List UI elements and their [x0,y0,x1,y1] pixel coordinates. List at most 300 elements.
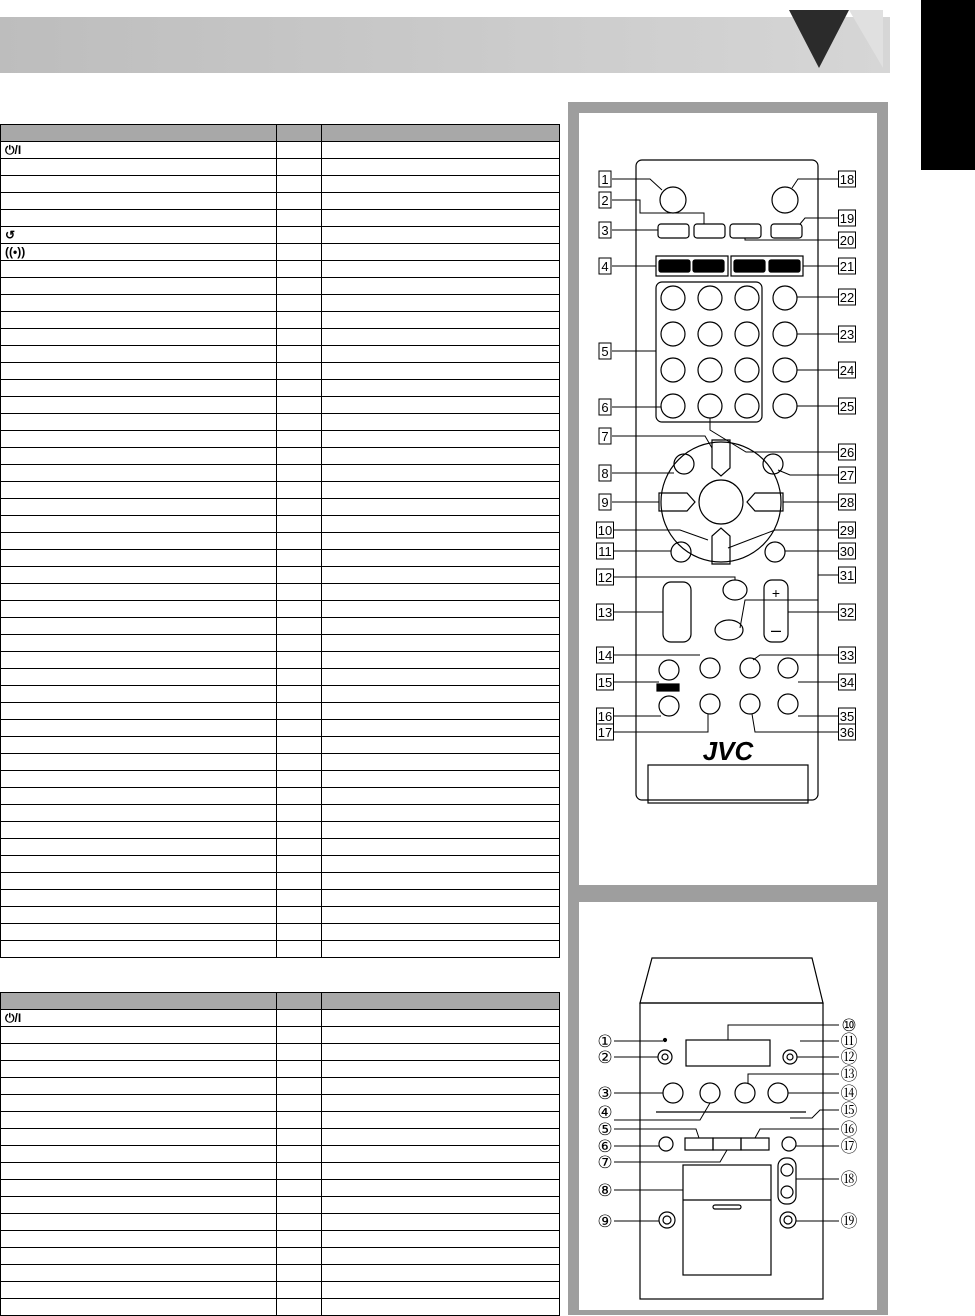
page-number-cell [277,261,322,278]
description-cell [322,754,560,771]
part-symbol: ((•)) [5,245,26,259]
svg-text:23: 23 [839,327,855,342]
page-number-cell [277,278,322,295]
part-name-cell [1,176,277,193]
page-number-cell [277,1180,322,1197]
part-symbol: ⏻/I [5,143,22,157]
part-name-cell [1,295,277,312]
part-name-cell [1,210,277,227]
part-name-cell [1,907,277,924]
part-name-cell [1,873,277,890]
callout-circled: ⑦ [597,1153,613,1172]
description-cell [322,1078,560,1095]
description-cell [322,1282,560,1299]
table-row [1,1231,560,1248]
table-row [1,822,560,839]
svg-text:3: 3 [601,223,609,238]
description-cell [322,1248,560,1265]
part-name-cell [1,1010,277,1027]
callout-1 [599,171,611,187]
table-row [1,380,560,397]
page-number-cell [277,1027,322,1044]
callout-circled: ⑥ [597,1137,613,1156]
page-number-cell [277,193,322,210]
table-row [1,1129,560,1146]
unit-top [640,958,823,1003]
table-row [1,788,560,805]
description-cell [322,652,560,669]
callout-27 [839,467,856,483]
table-row [1,1010,560,1027]
table-row [1,805,560,822]
description-cell [322,448,560,465]
page-number-cell [277,822,322,839]
table-row [1,1282,560,1299]
table-row [1,193,560,210]
power-button [660,187,686,213]
svg-text:31: 31 [839,568,855,583]
table-row [1,278,560,295]
page-number-cell [277,448,322,465]
callout-3 [599,222,611,238]
description-cell [322,601,560,618]
table-row [1,737,560,754]
page-number-cell [277,516,322,533]
table-row [1,601,560,618]
page-number-cell [277,567,322,584]
svg-text:36: 36 [839,725,855,740]
callout-31 [839,567,856,583]
description-cell [322,1265,560,1282]
part-name-cell [1,244,277,261]
callout-7 [599,428,611,444]
table-row [1,669,560,686]
callout-9 [599,494,611,510]
part-name-cell [1,1197,277,1214]
table-row [1,1180,560,1197]
svg-text:24: 24 [839,363,855,378]
page-number-cell [277,720,322,737]
page-number-cell [277,737,322,754]
page-number-cell [277,924,322,941]
page-number-cell [277,363,322,380]
description-cell [322,380,560,397]
table-row [1,1265,560,1282]
part-name-cell [1,363,277,380]
svg-text:10: 10 [597,523,613,538]
callout-circled: ⑯ [840,1120,858,1139]
table-row [1,210,560,227]
callout-18 [839,171,856,187]
description-cell [322,1095,560,1112]
description-cell [322,788,560,805]
callout-33 [839,647,856,663]
table-row [1,329,560,346]
description-cell [322,1299,560,1316]
table-row [1,397,560,414]
description-cell [322,822,560,839]
description-cell [322,1146,560,1163]
page-number-cell [277,176,322,193]
description-cell [322,312,560,329]
part-name-cell [1,448,277,465]
callout-6 [599,399,611,415]
page-number-cell [277,465,322,482]
table-row [1,448,560,465]
page-number-cell [277,1129,322,1146]
part-name-cell [1,941,277,958]
table-row [1,652,560,669]
description-cell [322,193,560,210]
callout-23 [839,326,856,342]
remote-control-diagram [579,113,877,885]
callout-35 [839,708,856,724]
description-cell [322,1129,560,1146]
table-row [1,244,560,261]
page-number-cell [277,295,322,312]
svg-text:35: 35 [839,709,855,724]
callout-8 [599,465,611,481]
callout-15 [597,674,614,690]
callout-circled: ① [597,1032,613,1051]
volume-plus-label: + [771,585,781,601]
callout-circled: ⑬ [840,1065,858,1084]
part-name-cell [1,924,277,941]
table-row [1,584,560,601]
svg-text:28: 28 [839,495,855,510]
callout-25 [839,398,856,414]
page-number-cell [277,907,322,924]
description-cell [322,431,560,448]
page-number-cell [277,873,322,890]
part-name-cell [1,890,277,907]
page-number-cell [277,771,322,788]
table-row [1,1248,560,1265]
callout-34 [839,674,856,690]
part-name-cell [1,805,277,822]
description-cell [322,890,560,907]
table-row [1,1146,560,1163]
page-number-cell [277,1214,322,1231]
svg-text:18: 18 [839,172,855,187]
description-cell [322,567,560,584]
table-row [1,856,560,873]
table-row [1,941,560,958]
part-name-cell [1,431,277,448]
table-row [1,465,560,482]
part-name-cell [1,278,277,295]
svg-text:13: 13 [597,605,613,620]
part-name-cell [1,567,277,584]
part-name-cell [1,329,277,346]
description-cell [322,1197,560,1214]
part-name-cell [1,754,277,771]
section-header-bar [0,17,890,73]
description-cell [322,278,560,295]
description-cell [322,295,560,312]
description-cell [322,363,560,380]
table-row [1,839,560,856]
description-cell [322,1027,560,1044]
svg-text:26: 26 [839,445,855,460]
description-cell [322,346,560,363]
description-cell [322,1180,560,1197]
description-cell [322,1010,560,1027]
number-pad [661,286,759,418]
page-number-cell [277,754,322,771]
table-row [1,618,560,635]
description-cell [322,1231,560,1248]
page-number-cell [277,1197,322,1214]
description-cell [322,618,560,635]
page-number-cell [277,1231,322,1248]
table-row [1,1112,560,1129]
part-name-cell [1,550,277,567]
table-row [1,1078,560,1095]
table-row [1,720,560,737]
table-row [1,295,560,312]
page-number-cell [277,397,322,414]
description-cell [322,1044,560,1061]
page-number-cell [277,669,322,686]
page-number-cell [277,482,322,499]
part-name-cell [1,1112,277,1129]
part-name-cell [1,601,277,618]
page-number-cell [277,839,322,856]
description-cell [322,635,560,652]
page-number-cell [277,499,322,516]
svg-text:30: 30 [839,544,855,559]
svg-text:2: 2 [601,193,609,208]
callout-circled: ② [597,1048,613,1067]
description-cell [322,482,560,499]
part-name-cell [1,482,277,499]
svg-text:8: 8 [601,466,609,481]
page-number-cell [277,1078,322,1095]
remote-tail [648,765,808,803]
description-cell [322,465,560,482]
description-cell [322,839,560,856]
description-cell [322,516,560,533]
part-name-cell [1,1078,277,1095]
page-number-cell [277,1112,322,1129]
page-number-cell [277,1282,322,1299]
page-number-cell [277,1095,322,1112]
part-name-cell [1,822,277,839]
description-cell [322,142,560,159]
page-number-cell [277,1248,322,1265]
page-number-cell [277,652,322,669]
jvc-logo: JVC [702,736,754,766]
table-row [1,924,560,941]
callout-circled: ⑲ [840,1212,858,1231]
callout-26 [839,444,856,460]
part-name-cell [1,720,277,737]
callout-circled: ⑧ [597,1181,613,1200]
callout-29 [839,522,856,538]
table-row [1,499,560,516]
part-name-cell [1,1061,277,1078]
part-name-cell [1,414,277,431]
callout-circled: ⑰ [840,1137,858,1156]
continue-arrow-icon [787,8,885,76]
part-name-cell [1,839,277,856]
page-number-cell [277,805,322,822]
svg-text:34: 34 [839,675,855,690]
callout-11 [597,543,614,559]
page-number-cell [277,941,322,958]
svg-text:11: 11 [598,544,612,559]
svg-text:21: 21 [839,259,855,274]
page-number-cell [277,346,322,363]
svg-text:6: 6 [601,400,609,415]
svg-text:7: 7 [601,429,609,444]
svg-text:22: 22 [839,290,855,305]
part-name-cell [1,669,277,686]
description-cell [322,159,560,176]
part-name-cell [1,1299,277,1316]
part-name-cell [1,193,277,210]
svg-text:5: 5 [601,344,609,359]
disc-tray [683,1165,771,1275]
part-name-cell [1,1231,277,1248]
part-name-cell [1,1180,277,1197]
table-row [1,159,560,176]
description-cell [322,1214,560,1231]
description-cell [322,873,560,890]
svg-text:1: 1 [601,172,609,187]
part-symbol: ⏻/I [5,1011,22,1025]
table-row [1,363,560,380]
part-name-cell [1,533,277,550]
table-row [1,1197,560,1214]
language-tab [921,0,975,170]
part-name-cell [1,261,277,278]
table-row [1,754,560,771]
callout-36 [839,724,856,740]
unit-parts-table [0,992,560,1316]
callout-circled: ⑤ [597,1120,613,1139]
callout-2 [599,192,611,208]
part-name-cell [1,1146,277,1163]
callout-circled: ⑱ [840,1170,858,1189]
description-cell [322,771,560,788]
part-name-cell [1,397,277,414]
page-number-cell [277,601,322,618]
callout-5 [599,343,611,359]
page-number-cell [277,431,322,448]
description-cell [322,1112,560,1129]
part-name-cell [1,1027,277,1044]
page-number-cell [277,414,322,431]
part-name-cell [1,312,277,329]
table-row [1,516,560,533]
part-name-cell [1,618,277,635]
svg-text:19: 19 [839,211,855,226]
description-cell [322,924,560,941]
callout-circled: ⑭ [840,1084,858,1103]
part-name-cell [1,788,277,805]
callout-24 [839,362,856,378]
description-cell [322,1061,560,1078]
callout-17 [597,724,614,740]
description-cell [322,414,560,431]
page-number-cell [277,890,322,907]
table-row [1,227,560,244]
callout-16 [597,708,614,724]
callout-circled: ⑩ [841,1016,857,1035]
callout-10 [597,522,614,538]
callout-circled: ⑫ [840,1048,858,1067]
description-cell [322,227,560,244]
page-number-cell [277,533,322,550]
part-name-cell [1,737,277,754]
table-row [1,907,560,924]
table-row [1,1027,560,1044]
callout-22 [839,289,856,305]
table-row [1,1095,560,1112]
svg-text:4: 4 [601,259,609,274]
table-row [1,703,560,720]
volume-minus-label: – [770,620,782,640]
page-number-cell [277,703,322,720]
table-row [1,533,560,550]
page-number-cell [277,159,322,176]
part-name-cell [1,346,277,363]
page-number-cell [277,1163,322,1180]
table-header-row [1,125,560,142]
page-number-cell [277,380,322,397]
table-row [1,142,560,159]
remote-parts-table [0,124,560,958]
callout-14 [597,647,614,663]
page-number-cell [277,618,322,635]
table-row [1,771,560,788]
page-number-cell [277,329,322,346]
table-row [1,1044,560,1061]
page-number-cell [277,1061,322,1078]
svg-text:32: 32 [839,605,855,620]
part-name-cell [1,771,277,788]
part-name-cell [1,1163,277,1180]
unit-figure-panel [568,896,888,1315]
table-row [1,1061,560,1078]
callout-circled: ⑮ [840,1101,858,1120]
callout-12 [597,569,614,585]
description-cell [322,805,560,822]
page-number-cell [277,244,322,261]
page-number-cell [277,856,322,873]
table-row [1,312,560,329]
page-number-cell [277,635,322,652]
svg-text:17: 17 [597,725,613,740]
part-name-cell [1,380,277,397]
table-row [1,567,560,584]
part-name-cell [1,1044,277,1061]
part-name-cell [1,142,277,159]
description-cell [322,1163,560,1180]
page-number-cell [277,1265,322,1282]
description-cell [322,210,560,227]
callout-circled: ⑪ [840,1032,858,1051]
part-name-cell [1,159,277,176]
part-name-cell [1,227,277,244]
description-cell [322,397,560,414]
page-number-cell [277,1146,322,1163]
table-header-row [1,993,560,1010]
page-number-cell [277,788,322,805]
callout-4 [599,258,611,274]
